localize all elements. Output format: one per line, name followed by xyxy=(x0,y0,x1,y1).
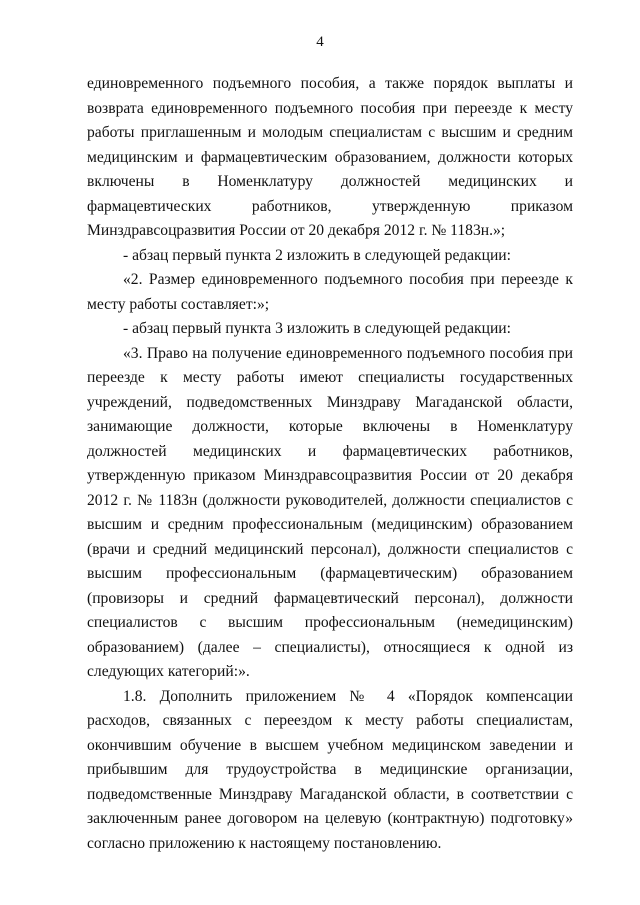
paragraph-continuation: единовременного подъемного пособия, а также порядок выплаты и возврата единовременного подъемного пособия при переезде к месту работы приглашенным и молодым специалистам с высшим и средним медицинским и фармацевтическим образованием, должности которых включены в Номенклатуру должностей медицинских и фармацевтических работников, утвержденную приказом Минздравсоцразвития России от 20 декабря 2012 г. № 1183н.»; xyxy=(87,75,573,239)
paragraph-amend-clause-2: - абзац первый пункта 2 изложить в следующей редакции: xyxy=(123,246,511,264)
page-number: 4 xyxy=(316,34,324,50)
paragraph-clause-2-text: «2. Размер единовременного подъемного пособия при переезде к месту работы составляет:»; xyxy=(87,271,573,313)
paragraph-1-8: 1.8. Дополнить приложением № 4 «Порядок компенсации расходов, связанных с переездом к месту работы специалистам, окончившим обучение в высшем учебном медицинском заведении и прибывшим для трудоустройства в медицинские организации, подведомственные Минздраву Магаданской области, в соответствии с заключенным ранее договором на целевую (контрактную) подготовку» согласно приложению к настоящему постановлению. xyxy=(87,687,573,852)
paragraph-clause-3-text: «3. Право на получение единовременного подъемного пособия при переезде к месту работы имеют специалисты государственных учреждений, подведомственных Минздраву Магаданской области, занимающие должности, которые включены в Номенклатуру должностей медицинских и фармацевтических работников, утвержденную приказом Минздравсоцразвития России от 20 декабря 2012 г. № 1183н (должности руководителей, должности специалистов с высшим и средним профессиональным (медицинским) образованием (врачи и средний медицинский персонал), должности специалистов с высшим профессиональным (фармацевтическим) образованием (провизоры и средний фармацевтический персонал), должности специалистов с высшим профессиональным (немедицинским) образованием) (далее – специалисты), относящиеся к одной из следующих категорий:». xyxy=(87,344,573,680)
document-body xyxy=(87,72,573,856)
paragraph-amend-clause-3: - абзац первый пункта 3 изложить в следующей редакции: xyxy=(123,320,511,337)
